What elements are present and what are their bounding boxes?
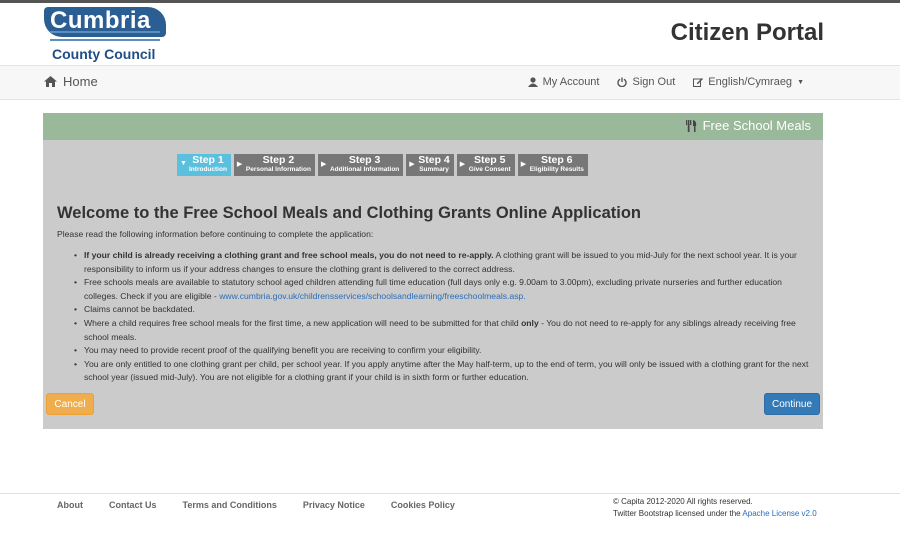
caret-right-icon: ▶ — [459, 161, 466, 168]
panel-title — [686, 118, 811, 133]
logo-reflection — [50, 31, 160, 41]
bullet-text: - You do not need to re-apply for any siblings already receiving free school meals. — [84, 317, 796, 342]
intro-text: Please read the following information before continuing to complete the application: — [57, 229, 374, 239]
nav-home-label: Home — [63, 74, 98, 89]
wizard-steps — [177, 154, 588, 176]
bullet-text: You may need to provide recent proof of the qualifying benefit you are receiving to confirm your eligibility. — [84, 345, 482, 356]
step-number: Step 3 — [348, 154, 381, 166]
list-item — [71, 317, 813, 344]
sign-out-link[interactable] — [617, 76, 675, 88]
step-number: Step 1 — [192, 154, 224, 166]
caret-right-icon: ▶ — [236, 161, 243, 168]
footer-link-about[interactable]: About — [57, 500, 83, 510]
my-account-link[interactable] — [528, 76, 600, 88]
language-label: English/Cymraeg — [708, 76, 793, 88]
step-number: Step 6 — [541, 154, 573, 166]
panel-header — [43, 113, 823, 140]
nav-home-link[interactable] — [44, 74, 98, 89]
footer-link-contact[interactable]: Contact Us — [109, 500, 157, 510]
caret-right-icon: ▶ — [520, 161, 527, 168]
bullet-text: A clothing grant will be issued to you mid-July for the next school year. It is your responsibility to inform us if your address changes to ensure the clothing grant is delivered to the correct address. — [84, 250, 797, 274]
nav-right — [528, 76, 804, 88]
step-summary[interactable] — [406, 154, 454, 176]
bullet-text: You are only entitled to one clothing grant per child, per school year. If you apply anytime after the May half-term, up to the end of term, you will only be issued with a clothing grant for the next school year (issued mid-July). You are not eligible for a clothing grant if your child is in sixth form or further education. — [84, 358, 809, 383]
footer-link-privacy[interactable]: Privacy Notice — [302, 500, 365, 510]
continue-button[interactable]: Continue — [764, 393, 820, 415]
caret-right-icon: ▶ — [320, 161, 327, 168]
step-label: Personal Information — [245, 166, 311, 173]
power-icon — [617, 77, 627, 87]
bullet-text: Free schools meals are available to statutory school aged children attending full time education (full days only e.g. 9.00am to 3.00pm), excluding private nurseries and further education colleges. Check if you are eligible - — [84, 277, 782, 301]
apache-license-link[interactable]: Apache License v2.0 — [742, 509, 817, 518]
user-icon — [528, 77, 538, 87]
bullet-bold-text: only — [521, 317, 539, 328]
list-item — [71, 344, 813, 358]
bullet-text: Claims cannot be backdated. — [84, 304, 195, 315]
portal-title: Citizen Portal — [670, 19, 824, 46]
footer-link-cookies[interactable]: Cookies Policy — [390, 500, 455, 510]
panel-title-text: Free School Meals — [702, 118, 811, 133]
my-account-label: My Account — [542, 76, 600, 88]
step-introduction[interactable] — [177, 154, 231, 176]
list-item — [71, 303, 813, 317]
welcome-heading: Welcome to the Free School Meals and Clothing Grants Online Application — [57, 204, 641, 222]
step-give-consent[interactable] — [457, 154, 515, 176]
cutlery-icon — [686, 120, 697, 132]
logo-subtitle: County Council — [52, 46, 156, 62]
cumbria-logo[interactable] — [44, 7, 168, 63]
language-dropdown[interactable] — [693, 76, 804, 88]
step-number: Step 2 — [262, 154, 295, 166]
step-eligibility-results[interactable] — [518, 154, 588, 176]
list-item — [71, 358, 813, 385]
edit-icon — [693, 77, 703, 87]
copyright-text: © Capita 2012-2020 All rights reserved. — [613, 497, 753, 506]
step-label: Eligibility Results — [529, 166, 584, 173]
home-icon — [44, 76, 57, 87]
info-list — [71, 249, 813, 385]
footer-links — [57, 500, 455, 510]
logo-wordmark: Cumbria — [50, 7, 151, 34]
footer-copyright — [613, 496, 817, 520]
application-panel — [43, 113, 823, 429]
caret-down-icon: ▼ — [180, 160, 187, 167]
caret-right-icon: ▶ — [409, 161, 415, 168]
step-label: Summary — [419, 166, 449, 173]
list-item — [71, 249, 813, 276]
step-label: Give Consent — [468, 166, 511, 173]
step-personal-information[interactable] — [234, 154, 315, 176]
step-additional-information[interactable] — [318, 154, 403, 176]
eligibility-link[interactable]: www.cumbria.gov.uk/childrensservices/schoolsandlearning/freeschoolmeals.asp. — [219, 290, 526, 301]
license-prefix: Twitter Bootstrap licensed under the — [613, 509, 743, 518]
cancel-button[interactable]: Cancel — [46, 393, 94, 415]
bullet-text: Where a child requires free school meals for the first time, a new application will need to be submitted for that child — [84, 317, 522, 328]
step-label: Introduction — [189, 166, 227, 173]
site-header — [0, 3, 900, 65]
step-label: Additional Information — [329, 166, 400, 173]
list-item — [71, 276, 813, 303]
caret-down-icon: ▼ — [797, 78, 804, 86]
step-number: Step 5 — [473, 154, 506, 166]
bullet-bold-text: If your child is already receiving a clothing grant and free school meals, you do not need to re-apply. — [84, 250, 494, 260]
step-number: Step 4 — [418, 154, 450, 166]
footer-link-terms[interactable]: Terms and Conditions — [182, 500, 277, 510]
footer-divider — [0, 493, 900, 494]
navbar — [0, 65, 900, 100]
sign-out-label: Sign Out — [632, 76, 676, 88]
license-line — [613, 508, 817, 520]
